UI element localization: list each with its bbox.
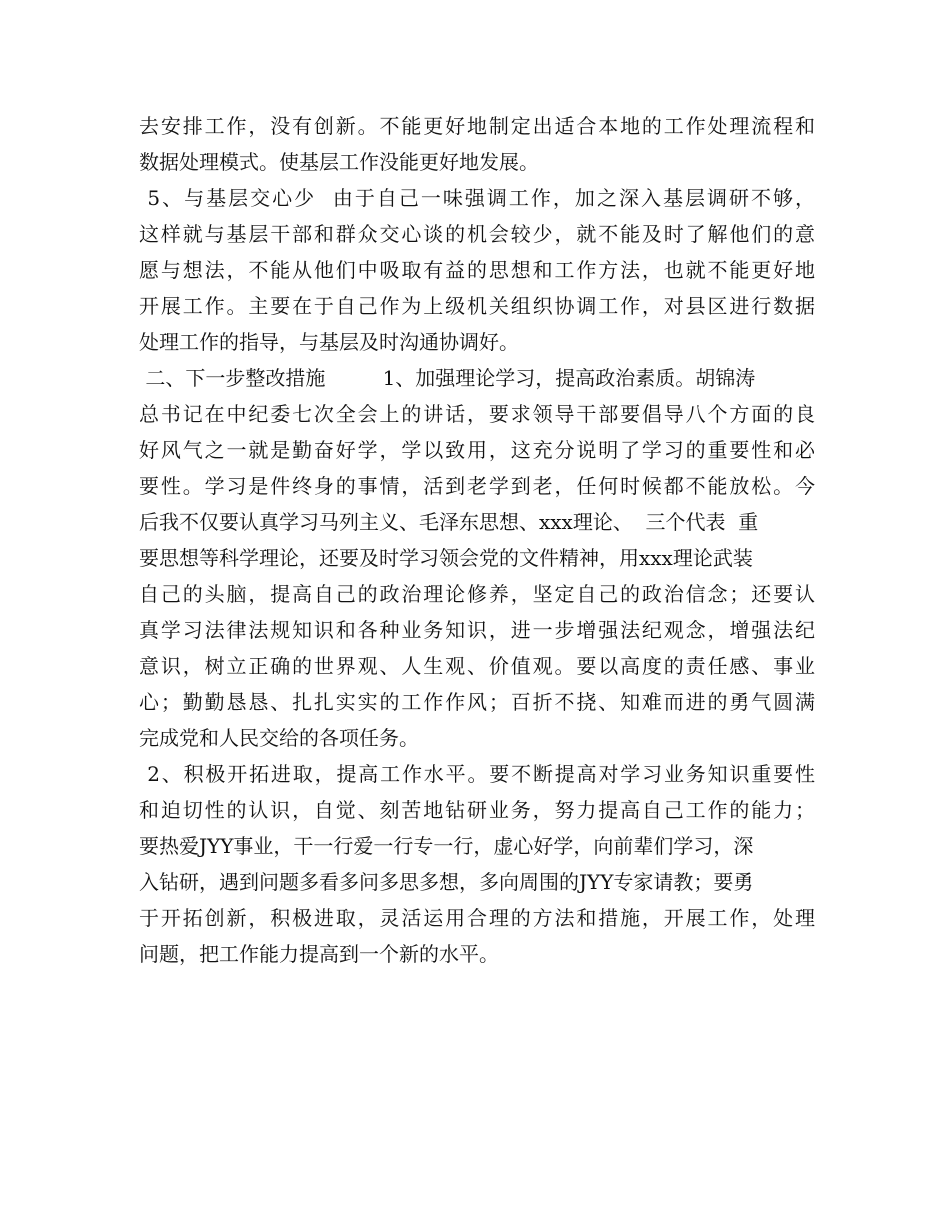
text-line: 和迫切性的认识，自觉、刻苦地钻研业务，努力提高自己工作的能力； [139, 798, 815, 822]
text-line: 要热爱JYY事业，干一行爱一行专一行，虚心好学，向前辈们学习，深 [139, 834, 754, 858]
text-line: 5、与基层交心少 由于自己一味强调工作，加之深入基层调研不够， [139, 186, 815, 210]
text-line: 自己的头脑，提高自己的政治理论修养，坚定自己的政治信念；还要认 [139, 582, 815, 606]
text-line: 好风气之一就是勤奋好学，学以致用，这充分说明了学习的重要性和必 [139, 438, 815, 462]
text-line: 去安排工作，没有创新。不能更好地制定出适合本地的工作处理流程和 [139, 114, 815, 138]
text-line: 于开拓创新，积极进取，灵活运用合理的方法和措施，开展工作，处理 [139, 906, 815, 930]
text-line: 入钻研，遇到问题多看多问多思多想，多向周围的JYY专家请教；要勇 [139, 870, 754, 894]
text-line: 二、下一步整改措施 1、加强理论学习，提高政治素质。胡锦涛 [139, 366, 756, 390]
text-line: 这样就与基层干部和群众交心谈的机会较少，就不能及时了解他们的意 [139, 222, 815, 246]
text-line: 2、积极开拓进取，提高工作水平。要不断提高对学习业务知识重要性 [139, 762, 815, 786]
text-line: 要思想等科学理论，还要及时学习领会党的文件精神，用xxx理论武装 [139, 546, 753, 570]
text-line: 意识，树立正确的世界观、人生观、价值观。要以高度的责任感、事业 [139, 654, 815, 678]
text-line: 愿与想法，不能从他们中吸取有益的思想和工作方法，也就不能更好地 [139, 258, 815, 282]
text-line: 开展工作。主要在于自己作为上级机关组织协调工作，对县区进行数据 [139, 294, 815, 318]
text-line: 问题，把工作能力提高到一个新的水平。 [139, 942, 499, 966]
text-line: 后我不仅要认真学习马列主义、毛泽东思想、xxx理论、 三个代表 重 [139, 510, 759, 534]
document-body [139, 108, 815, 972]
text-line: 要性。学习是件终身的事情，活到老学到老，任何时候都不能放松。今 [139, 474, 815, 498]
text-line: 处理工作的指导，与基层及时沟通协调好。 [139, 330, 519, 354]
text-line: 数据处理模式。使基层工作没能更好地发展。 [139, 150, 539, 174]
text-line: 真学习法律法规知识和各种业务知识，进一步增强法纪观念，增强法纪 [139, 618, 815, 642]
text-line: 总书记在中纪委七次全会上的讲话，要求领导干部要倡导八个方面的良 [139, 402, 815, 426]
text-line: 心；勤勤恳恳、扎扎实实的工作作风；百折不挠、知难而进的勇气圆满 [139, 690, 815, 714]
text-line: 完成党和人民交给的各项任务。 [139, 726, 419, 750]
